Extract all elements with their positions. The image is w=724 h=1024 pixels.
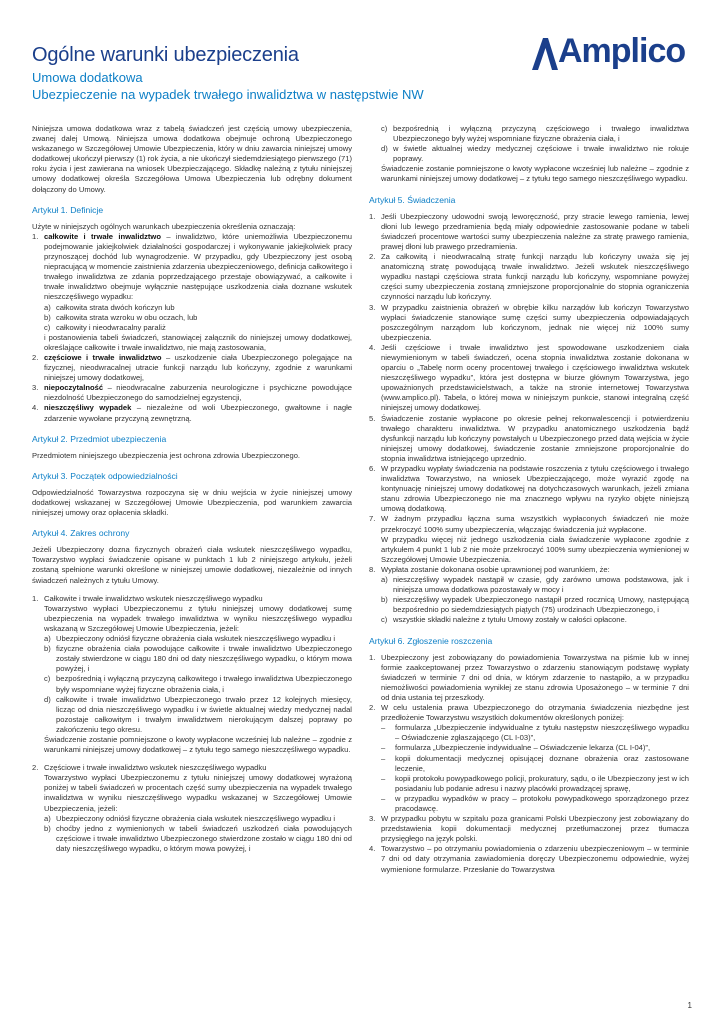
- benefit-item: 2. Za całkowitą i nieodwracalną stratę funkcji narządu lub kończyny uważa się jej anatomiczną stratę powodującą trwałe inwalidztwo. Jeżeli wskutek nieszczęśliwego wypadku nastąpi częściowa strata funkcji narządu lub kończyny, wspomniane powyżej części sumy ubezpieczenia zostaną zmniejszone proporcjonalnie do stopnia ograniczenia czynności narządu lub kończyny.: [369, 252, 689, 302]
- benefit-item: 8. Wypłata zostanie dokonana osobie uprawnionej pod warunkiem, że: a) nieszczęśliwy wypadek nastąpił w czasie, gdy zarówno umowa podstawowa, jak i niniejsza umowa dodatkowa pozostawały w mocy i b) nieszczęśliwy wypadek Ubezpieczonego nastąpił przed rocznicą Umowy, następującą bezpośrednio po siedemdziesiątych piątych (75) urodzinach Ubezpieczonego, i c) wszystkie składki należne z tytułu Umowy zostały w całości opłacone.: [369, 564, 689, 625]
- claim-document-item: – formularza „Ubezpieczenie indywidualne z tytułu następstw nieszczęśliwego wypadku – Oświadczenie zgłaszającego (CL I-03)”,: [381, 723, 689, 743]
- definition-item: 1. całkowite i trwałe inwalidztwo – inwalidztwo, które uniemożliwia Ubezpieczonemu podejmowanie jakiejkolwiek działalności gospodarczej i wykonywanie jakiejkolwiek pracy przynoszącej dochód lub wynagrodzenie. W przypadku, gdy Ubezpieczony jest osobą niepracującą w momencie zaistnienia zdarzenia ubezpieczeniowego, definicja całkowitego i trwałego inwalidztwa ze zdania poprzedzającego przestaje obowiązywać, a całkowite i trwałe inwalidztwo obejmuje wyłącznie następujące uszkodzenia ciała doznane wskutek nieszczęśliwego wypadku: a) całkowita strata dwóch kończyn lub b) całkowita strata wzroku w obu oczach, lub c) całkowity i nieodwracalny paraliż i postanowienia tabeli świadczeń, stanowiącej załącznik do niniejszej umowy dodatkowej, określające całkowite i trwałe inwalidztwo, nie mają zastosowania,: [32, 231, 352, 352]
- coverage-subitem: b) fizyczne obrażenia ciała powodujące całkowite i trwałe inwalidztwo Ubezpieczonego zostały stwierdzone w ciągu 180 dni od daty nieszczęśliwego wypadku, o którym mowa powyżej, i: [44, 644, 352, 674]
- article-2-heading: Artykuł 2. Przedmiot ubezpieczenia: [32, 433, 167, 444]
- left-column: [32, 124, 352, 854]
- definition-item: 3. niepoczytalność – nieodwracalne zaburzenia neurologiczne i psychiczne powodujące niezdolność Ubezpieczonego do samodzielnej egzystencji,: [32, 383, 352, 403]
- document-subtitle-2: Ubezpieczenie na wypadek trwałego inwalidztwa w następstwie NW: [32, 87, 424, 102]
- definition-item: 2. częściowe i trwałe inwalidztwo – uszkodzenie ciała Ubezpieczonego polegające na fizycznej, nieodwracalnej utracie funkcji narządu lub kończyny, zgodnie z warunkami niniejszej umowy dodatkowej,: [32, 352, 353, 383]
- article-2-text: Przedmiotem niniejszego ubezpieczenia jest ochrona zdrowia Ubezpieczonego.: [32, 450, 301, 460]
- right-column: c) bezpośrednią i wyłączną przyczyną częściowego i trwałego inwalidztwa Ubezpieczonego były wyżej wspomniane fizyczne obrażenia ciała, i d) w świetle aktualnej wiedzy medycznej częściowe i trwałe inwalidztwo nie rokuje poprawy. Świadczenie zostanie pomniejszone o kwoty wypłacone wcześniej lub należne – zgodnie z warunkami niniejszej umowy dodatkowej – z tytułu tego samego nieszczęśliwego wypadku. Artykuł 5. Świadczenia 1. Jeśli Ubezpieczony udowodni swoją leworęczność, przy stracie lewego ramienia, lewej dłoni lub lewego przedramienia będą miały odpowiednie zastosowanie podane w tabeli świadczeń procentowe wartości sumy ubezpieczenia należne za stratę prawego ramienia, prawej dłoni lub prawego przedramienia. 2. Za całkowitą i nieodwracalną stratę funkcji narządu lub kończyny uważa się jej anatomiczną stratę powodującą trwałe inwalidztwo. Jeżeli wskutek nieszczęśliwego wypadku nastąpi częściowa strata funkcji narządu lub kończyny, wspomniane powyżej części sumy ubezpieczenia zostaną zmniejszone proporcjonalnie do stopnia ograniczenia czynności narządu lub kończyny. 3. W przypadku zaistnienia obrażeń w obrębie kilku narządów lub kończyn Towarzystwo wypłaci świadczenie stanowiące sumę części sumy ubezpieczenia odpowiadających poszczególnym narządom lub kończynom, jednak nie więcej niż 100% sumy ubezpieczenia. 4. Jeśli częściowe i trwałe inwalidztwo jest spowodowane uszkodzeniem ciała niewymienionym w tabeli świadczeń, ocena stopnia inwalidztwa zostanie dokonana w oparciu o „Tabelę norm oceny procentowej trwałego i częściowego inwalidztwa wskutek nieszczęśliwego wypadku”, która jest dostępna w biurze głównym Towarzystwa, jego upoważnionych przedstawicielstwach, a także na stronie internetowej Towarzystwa (www.amplico.pl). Tabela, o której mowa w niniejszym punkcie, stanowi integralną część niniejszej umowy dodatkowej. 5. Świadczenie zostanie wypłacone po okresie pełnej rekonwalescencji i potwierdzeniu trwałego charakteru inwalidztwa. W przypadku anatomicznego uszkodzenia bądź dysfunkcji narządu lub kończyny powstałych u Ubezpieczonego przed datą wejścia w życie niniejszej umowy dodatkowej, świadczenie zostanie zmniejszone proporcjonalnie do stopnia inwalidztwa istniejącego uprzednio. 6. W przypadku wypłaty świadczenia na podstawie roszczenia z tytułu częściowego i trwałego inwalidztwa Towarzystwo, na wniosek Ubezpieczającego, może wyrazić zgodę na kontynuację niniejszej umowy dodatkowej na dotychczasowych warunkach, jeżeli zmiana stanu zdrowia Ubezpieczonego nie ma znacznego wpływu na ryzyko objęte niniejszą umową dodatkową. 7. W żadnym przypadku łączna suma wszystkich wypłaconych świadczeń nie może przekroczyć 100% sumy ubezpieczenia, włączając świadczenia już wypłacone. W przypadku więcej niż jednego uszkodzenia ciała świadczenie wypłacone zgodnie z artykułem 4 punkt 1 lub 2 nie może przekroczyć 100% sumy ubezpieczenia wymienionej w Szczegółowej Umowie Ubezpieczenia. 8. Wypłata zostanie dokonana osobie uprawnionej pod warunkiem, że: a) nieszczęśliwy wypadek nastąpił w czasie, gdy zarówno umowa podstawowa, jak i niniejsza umowa dodatkowa pozostawały w mocy i b) nieszczęśliwy wypadek Ubezpieczonego nastąpił przed rocznicą Umowy, następującą bezpośrednio po siedemdziesiątych piątych (75) urodzinach Ubezpieczonego, i c) wszystkie składki należne z tytułu Umowy zostały w całości opłacone. Artykuł 6. Zgłoszenie roszczenia 1. Ubezpieczony jest zobowiązany do powiadomienia Towarzystwa na piśmie lub w innej formie zaakceptowanej przez Towarzystwo o zdarzeniu stanowiącym podstawę wypłaty świadczeń w terminie 7 dni od dnia, w którym zdarzenie to nastąpiło, a w przypadku niemożliwości powiadomienia wynikłej ze stanu zdrowia Uposażonego – w terminie 7 dni od dnia ustania tej przeszkody. 2. W celu ustalenia prawa Ubezpieczonego do otrzymania świadczenia niezbędne jest przedłożenie Towarzystwu wszystkich dokumentów określonych poniżej: – formularza „Ubezpieczenie indywidualne z tytułu następstw nieszczęśliwego wypadku – Oświadczenie zgłaszającego (CL I-03)”, – formularza „Ubezpieczenie indywidualne – Oświadczenie lekarza (CL I-04)”, – kopii dokumentacji medycznej opisującej doznane obrażenia oraz zastosowane leczenie, – kopii protokołu powypadkowego policji, prokuratury, sądu, o ile Ubezpieczony jest w ich posiadaniu lub podanie adresu i nazwy placówki prowadzącej sprawę, – w przypadku wypadków w pracy – protokołu powypadkowego sporządzonego przez pracodawcę. 3. W przypadku pobytu w szpitalu poza granicami Polski Ubezpieczony jest zobowiązany do przedstawienia kopii dokumentacji medycznej przetłumaczonej przez tłumacza przysięgłego na język polski. 4. Towarzystwo – po otrzymaniu powiadomienia o zdarzeniu ubezpieczeniowym – w terminie 7 dni od daty otrzymania zawiadomienia doręczy Ubezpieczonemu odpowiednie, wyżej wymienione formularze. Przesłanie do Towarzystwa: [369, 124, 689, 874]
- benefit-subitem: a) nieszczęśliwy wypadek nastąpił w czasie, gdy zarówno umowa podstawowa, jak i niniejsza umowa dodatkowa pozostawały w mocy i: [381, 575, 689, 595]
- benefit-item: 4. Jeśli częściowe i trwałe inwalidztwo jest spowodowane uszkodzeniem ciała niewymienionym w tabeli świadczeń, ocena stopnia inwalidztwa zostanie dokonana w oparciu o „Tabelę norm oceny procentowej trwałego i częściowego inwalidztwa wskutek nieszczęśliwego wypadku”, która jest dostępna w biurze głównym Towarzystwa, jego upoważnionych przedstawicielstwach, a także na stronie internetowej Towarzystwa (www.amplico.pl). Tabela, o której mowa w niniejszym punkcie, stanowi integralną część niniejszej umowy dodatkowej.: [369, 342, 689, 413]
- coverage-subitem: c) bezpośrednią i wyłączną przyczyną całkowitego i trwałego inwalidztwa Ubezpieczonego były wspomniane wyżej fizyczne obrażenia ciała, i: [44, 674, 352, 694]
- coverage-subitem: d) całkowite i trwałe inwalidztwo Ubezpieczonego trwało przez 12 kolejnych miesięcy, licząc od dnia nieszczęśliwego wypadku i w świetle aktualnej wiedzy medycznej nadal pozostaje całkowitym i trwałym inwalidztwem nierokującym dalszej poprawy po zakończeniu tego okresu.: [44, 694, 352, 734]
- article-1-lead: Użyte w niniejszych ogólnych warunkach ubezpieczenia określenia oznaczają:: [32, 221, 296, 231]
- definition-subitem: a) całkowita strata dwóch kończyn lub: [44, 302, 175, 312]
- claim-item: 2. W celu ustalenia prawa Ubezpieczonego do otrzymania świadczenia niezbędne jest przedłożenie Towarzystwu wszystkich dokumentów określonych poniżej: – formularza „Ubezpieczenie indywidualne z tytułu następstw nieszczęśliwego wypadku – Oświadczenie zgłaszającego (CL I-03)”, – formularza „Ubezpieczenie indywidualne – Oświadczenie lekarza (CL I-04)”, – kopii dokumentacji medycznej opisującej doznane obrażenia oraz zastosowane leczenie, – kopii protokołu powypadkowego policji, prokuratury, sądu, o ile Ubezpieczony jest w ich posiadaniu lub podanie adresu i nazwy placówki prowadzącej sprawę, – w przypadku wypadków w pracy – protokołu powypadkowego sporządzonego przez pracodawcę.: [369, 703, 689, 813]
- amplico-logo: [530, 28, 692, 78]
- document-title: Ogólne warunki ubezpieczenia: [32, 44, 299, 66]
- benefit-item: 7. W żadnym przypadku łączna suma wszystkich wypłaconych świadczeń nie może przekroczyć 100% sumy ubezpieczenia, włączając świadczenia już wypłacone. W przypadku więcej niż jednego uszkodzenia ciała świadczenie wypłacone zgodnie z artykułem 4 punkt 1 lub 2 nie może przekroczyć 100% sumy ubezpieczenia wymienionej w Szczegółowej Umowie Ubezpieczenia.: [369, 514, 689, 564]
- amplico-logo-mark-icon: [530, 36, 560, 72]
- definition-subitem: c) całkowity i nieodwracalny paraliż: [44, 322, 166, 332]
- coverage-subitem: c) bezpośrednią i wyłączną przyczyną częściowego i trwałego inwalidztwa Ubezpieczonego były wyżej wspomniane fizyczne obrażenia ciała, i: [381, 124, 689, 144]
- article-3-text: Odpowiedzialność Towarzystwa rozpoczyna się w dniu wejścia w życie niniejszej umowy dodatkowej wskazanej w Szczegółowej Umowie Ubezpieczenia, pod warunkiem zawarcia niniejszej umowy oraz opłacenia składki.: [32, 487, 352, 518]
- definition-subitem: b) całkowita strata wzroku w obu oczach, lub: [44, 312, 198, 322]
- claim-item: 4. Towarzystwo – po otrzymaniu powiadomienia o zdarzeniu ubezpieczeniowym – w terminie 7 dni od daty otrzymania zawiadomienia doręczy Ubezpieczonemu odpowiednie, wyżej wymienione formularze. Przesłanie do Towarzystwa: [369, 844, 689, 874]
- claim-item: 1. Ubezpieczony jest zobowiązany do powiadomienia Towarzystwa na piśmie lub w innej formie zaakceptowanej przez Towarzystwo o zdarzeniu stanowiącym podstawę wypłaty świadczeń w terminie 7 dni od dnia, w którym zdarzenie to nastąpiło, a w przypadku niemożliwości powiadomienia wynikłej ze stanu zdrowia Uposażonego – w terminie 7 dni od dnia ustania tej przeszkody.: [369, 652, 689, 702]
- claim-document-item: – kopii protokołu powypadkowego policji, prokuratury, sądu, o ile Ubezpieczony jest w ich posiadaniu lub podanie adresu i nazwy placówki prowadzącej sprawę,: [381, 773, 689, 793]
- benefit-item: 3. W przypadku zaistnienia obrażeń w obrębie kilku narządów lub kończyn Towarzystwo wypłaci świadczenie stanowiące sumę części sumy ubezpieczenia odpowiadających poszczególnym narządom lub kończynom, jednak nie więcej niż 100% sumy ubezpieczenia.: [369, 302, 689, 342]
- claim-document-item: – kopii dokumentacji medycznej opisującej doznane obrażenia oraz zastosowane leczenie,: [381, 753, 689, 773]
- definition-item: 4. nieszczęśliwy wypadek – niezależne od woli Ubezpieczonego, gwałtowne i nagłe zdarzenie wywołane przyczyną zewnętrzną.: [32, 403, 352, 423]
- definition-term: częściowe i trwałe inwalidztwo: [44, 352, 162, 362]
- coverage-item: 2. Częściowe i trwałe inwalidztwo wskutek nieszczęśliwego wypadku Towarzystwo wypłaci Ubezpieczonemu z tytułu niniejszej umowy dodatkowej wyrażoną poniżej w tabeli świadczeń w procentach część sumy ubezpieczenia na wypadek trwałego inwalidztwa w wyniku nieszczęśliwego wypadku wskazanej w Szczegółowej Umowie Ubezpieczenia, jeżeli: a) Ubezpieczony odniósł fizyczne obrażenia ciała wskutek nieszczęśliwego wypadku i b) choćby jedno z wymienionych w tabeli świadczeń uszkodzeń ciała powodujących częściowe i trwałe inwalidztwo Ubezpieczonego stwierdzone zostało w ciągu 180 dni od daty nieszczęśliwego wypadku, o którym mowa powyżej, i: [32, 763, 352, 853]
- intro-paragraph: Niniejsza umowa dodatkowa wraz z tabelą świadczeń jest częścią umowy ubezpieczenia, zwanej dalej Umową. Niniejsza umowa dodatkowa obejmuje ochroną Ubezpieczonego wskazanego w Szczegółowej Umowie Ubezpieczenia, który w dniu zawarcia niniejszej umowy dodatkowej ukończył pierwszy (1) rok życia, a nie ukończył siedemdziesiątego pierwszego (71) roku życia i jest zawierana na wniosek Ubezpieczającego. Składkę należną z tytułu niniejszej umowy dodatkowej określa Szczegółowa Umowa Ubezpieczenia lub odrębny dokument dołączony do Umowy.: [32, 124, 352, 194]
- article-4-heading: Artykuł 4. Zakres ochrony: [32, 528, 130, 539]
- definition-term: całkowite i trwałe inwalidztwo: [44, 231, 161, 241]
- coverage-subitem: d) w świetle aktualnej wiedzy medycznej częściowe i trwałe inwalidztwo nie rokuje poprawy.: [381, 144, 689, 164]
- article-4-lead: Jeżeli Ubezpieczony dozna fizycznych obrażeń ciała wskutek nieszczęśliwego wypadku, Towarzystwo wypłaci świadczenie opisane w punktach 1 lub 2 niniejszego artykułu, jeżeli zostaną spełnione warunki określone w niniejszej umowie dodatkowej, niezależnie od innych świadczeń należnych z tytułu Umowy.: [32, 545, 352, 585]
- coverage-item: 1. Całkowite i trwałe inwalidztwo wskutek nieszczęśliwego wypadku Towarzystwo wypłaci Ubezpieczonemu z tytułu niniejszej umowy dodatkowej sumę ubezpieczenia na wypadek trwałego inwalidztwa w wyniku nieszczęśliwego wypadku wskazaną w Szczegółowej Umowie Ubezpieczenia, jeżeli: a) Ubezpieczony odniósł fizyczne obrażenia ciała wskutek nieszczęśliwego wypadku i b) fizyczne obrażenia ciała powodujące całkowite i trwałe inwalidztwo Ubezpieczonego zostały stwierdzone w ciągu 180 dni od daty nieszczęśliwego wypadku, o którym mowa powyżej, i c) bezpośrednią i wyłączną przyczyną całkowitego i trwałego inwalidztwa Ubezpieczonego były wspomniane wyżej fizyczne obrażenia ciała, i d) całkowite i trwałe inwalidztwo Ubezpieczonego trwało przez 12 kolejnych miesięcy, licząc od dnia nieszczęśliwego wypadku i w świetle aktualnej wiedzy medycznej nadal pozostaje całkowitym i trwałym inwalidztwem nierokującym dalszej poprawy po zakończeniu tego okresu. Świadczenie zostanie pomniejszone o kwoty wypłacone wcześniej lub należne – zgodnie z warunkami niniejszej umowy dodatkowej – z tytułu tego samego nieszczęśliwego wypadku.: [32, 593, 352, 755]
- benefit-subitem: c) wszystkie składki należne z tytułu Umowy zostały w całości opłacone.: [381, 615, 627, 625]
- page-number: 1: [687, 1001, 692, 1010]
- claim-item: 3. W przypadku pobytu w szpitalu poza granicami Polski Ubezpieczony jest zobowiązany do przedstawienia kopii dokumentacji medycznej przetłumaczonej przez tłumacza przysięgłego na język polski.: [369, 814, 689, 844]
- article-3-heading: Artykuł 3. Początek odpowiedzialności: [32, 470, 178, 481]
- document-subtitle-1: Umowa dodatkowa: [32, 70, 143, 85]
- article-1-heading: Artykuł 1. Definicje: [32, 204, 104, 215]
- benefit-subitem: b) nieszczęśliwy wypadek Ubezpieczonego nastąpił przed rocznicą Umowy, następującą bezpośrednio po siedemdziesiątych piątych (75) urodzinach Ubezpieczonego, i: [381, 595, 689, 615]
- logo-text: Amplico: [558, 32, 686, 70]
- coverage-subitem: b) choćby jedno z wymienionych w tabeli świadczeń uszkodzeń ciała powodujących częściowe i trwałe inwalidztwo Ubezpieczonego stwierdzone zostało w ciągu 180 dni od daty nieszczęśliwego wypadku, o którym mowa powyżej, i: [44, 823, 352, 853]
- definition-term: nieszczęśliwy wypadek: [44, 403, 132, 413]
- article-6-heading: Artykuł 6. Zgłoszenie roszczenia: [369, 635, 493, 646]
- claim-document-item: – formularza „Ubezpieczenie indywidualne – Oświadczenie lekarza (CL I-04)”,: [381, 743, 651, 753]
- coverage-subitem: a) Ubezpieczony odniósł fizyczne obrażenia ciała wskutek nieszczęśliwego wypadku i: [44, 634, 335, 644]
- definition-term: niepoczytalność: [44, 383, 104, 393]
- claim-document-item: – w przypadku wypadków w pracy – protokołu powypadkowego sporządzonego przez pracodawcę.: [381, 793, 689, 813]
- article-5-heading: Artykuł 5. Świadczenia: [369, 194, 456, 205]
- benefit-item: 1. Jeśli Ubezpieczony udowodni swoją leworęczność, przy stracie lewego ramienia, lewej dłoni lub lewego przedramienia będą miały odpowiednie zastosowanie podane w tabeli świadczeń procentowe wartości sumy ubezpieczenia należne za stratę prawego ramienia, prawej dłoni lub prawego przedramienia.: [369, 211, 689, 251]
- benefit-item: 5. Świadczenie zostanie wypłacone po okresie pełnej rekonwalescencji i potwierdzeniu trwałego charakteru inwalidztwa. W przypadku anatomicznego uszkodzenia bądź dysfunkcji narządu lub kończyny powstałych u Ubezpieczonego przed datą wejścia w życie niniejszej umowy dodatkowej, świadczenie zostanie zmniejszone proporcjonalnie do stopnia inwalidztwa istniejącego uprzednio.: [369, 413, 689, 463]
- benefit-item: 6. W przypadku wypłaty świadczenia na podstawie roszczenia z tytułu częściowego i trwałego inwalidztwa Towarzystwo, na wniosek Ubezpieczającego, może wyrazić zgodę na kontynuację niniejszej umowy dodatkowej na dotychczasowych warunkach, jeżeli zmiana stanu zdrowia Ubezpieczonego nie ma znacznego wpływu na ryzyko objęte niniejszą umową dodatkową.: [369, 464, 689, 514]
- coverage-subitem: a) Ubezpieczony odniósł fizyczne obrażenia ciała wskutek nieszczęśliwego wypadku i: [44, 813, 335, 823]
